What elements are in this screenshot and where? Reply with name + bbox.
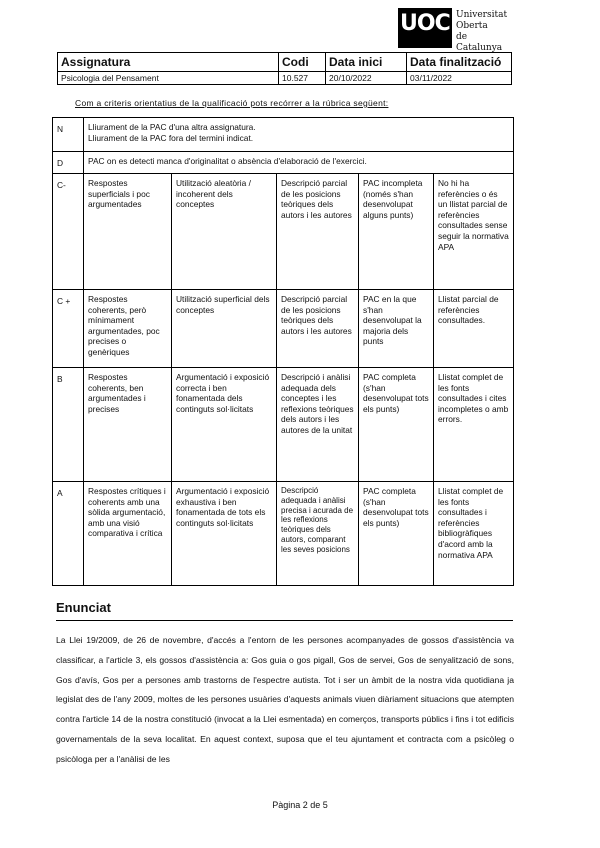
rubric-cell-authors: Descripció adequada i anàlisi precisa i acurada de les reflexions teòriques dels autors, comparant les seves posicions [277, 482, 359, 586]
rubric-cell-concepts: Utilització superficial dels conceptes [172, 290, 277, 368]
rubric-cell-references: Llistat complet de les fonts consultades i referències bibliogràfiques d'acord amb la normativa APA [434, 482, 514, 586]
value-subject: Psicologia del Pensament [58, 72, 279, 85]
header-code: Codi [279, 53, 326, 72]
uoc-logo-mark-text: UOC [400, 11, 450, 36]
section-heading: Enunciat [56, 600, 111, 615]
grade-label: A [53, 482, 84, 586]
uoc-logo-mark [398, 8, 452, 48]
course-info-table [57, 52, 512, 85]
header-end-date: Data finalització [407, 53, 512, 72]
uoc-logo [398, 8, 514, 53]
rubric-row-n [53, 118, 514, 152]
rubric-row-d [53, 152, 514, 174]
rubric-table [52, 117, 514, 586]
rubric-cell [84, 118, 514, 152]
rubric-line: Lliurament de la PAC d'una altra assignatura. [88, 122, 256, 132]
rubric-row-a [53, 482, 514, 586]
rubric-cell-answers: Respostes coherents, però mínimament argumentades, poc precises o genèriques [84, 290, 172, 368]
grade-label: D [53, 152, 84, 174]
rubric-cell-references: No hi ha referències o és un llistat parcial de referències consultades sense seguir la normativa APA [434, 174, 514, 290]
logo-line: Oberta [456, 21, 488, 31]
statement-paragraph: La Llei 19/2009, de 26 de novembre, d'accés a l'entorn de les persones acompanyades de gossos d'assistència va classificar, a l'article 3, els gossos d'assistència a: Gos guia o gos pigall, Gos de servei, Gos de senyalització de sons, Gos d'avís, Gos per a persones amb trastorns de l'espectre autista. Tot i ser un àmbit de la nostra vida quotidiana ja legislat des de l'any 2009, moltes de les persones usuàries d'aquests animals viuen diàriament situacions que atempten contra l'article 14 de la nostra constitució (invocat a la Llei esmentada) en comerços, transports públics i fins i tot edificis governamentals de la seva localitat. En aquest context, suposa que el teu ajuntament et contracta com a psicòleg o psicòloga per a l'anàlisi de les [56, 635, 514, 764]
rubric-row-c-plus [53, 290, 514, 368]
rubric-cell-concepts: Argumentació i exposició exhaustiva i ben fonamentada de tots els continguts sol·licitats [172, 482, 277, 586]
course-info-value-row [58, 72, 512, 85]
rubric-cell-answers: Respostes crítiques i coherents amb una sòlida argumentació, amb una visió comparativa i crítica [84, 482, 172, 586]
rubric-cell-answers: Respostes coherents, ben argumentades i precises [84, 368, 172, 482]
logo-line: de Catalunya [456, 32, 503, 53]
grade-label: C- [53, 174, 84, 290]
rubric-cell-answers: Respostes superficials i poc argumentades [84, 174, 172, 290]
rubric-cell-authors: Descripció i anàlisi adequada dels conceptes i les reflexions teòriques dels autors i les autores de la unitat [277, 368, 359, 482]
section-divider [56, 620, 513, 621]
rubric-cell-concepts: Utilització aleatòria / incoherent dels conceptes [172, 174, 277, 290]
rubric-cell-authors: Descripció parcial de les posicions teòriques dels autors i les autores [277, 174, 359, 290]
value-end-date: 03/11/2022 [407, 72, 512, 85]
rubric-row-c-minus [53, 174, 514, 290]
rubric-cell-references: Llistat parcial de referències consultades. [434, 290, 514, 368]
rubric-cell-references: Llistat complet de les fonts consultades i cites incompletes o amb errors. [434, 368, 514, 482]
header-subject: Assignatura [58, 53, 279, 72]
rubric-intro: Com a criteris orientatius de la qualificació pots recórrer a la rúbrica següent: [75, 98, 389, 108]
page-number: Pàgina 2 de 5 [272, 800, 328, 810]
rubric-cell-concepts: Argumentació i exposició correcta i ben fonamentada dels continguts sol·licitats [172, 368, 277, 482]
uoc-logo-text [456, 10, 514, 54]
rubric-cell-authors: Descripció parcial de les posicions teòriques dels autors i les autores [277, 290, 359, 368]
rubric-line: Lliurament de la PAC fora del termini indicat. [88, 132, 254, 143]
logo-line: Universitat [456, 10, 508, 20]
value-code: 10.527 [279, 72, 326, 85]
rubric-cell: PAC on es detecti manca d'originalitat o absència d'elaboració de l'exercici. [84, 152, 514, 174]
grade-label: N [53, 118, 84, 152]
course-info-header-row [58, 53, 512, 72]
rubric-cell-completeness: PAC completa (s'han desenvolupat tots els punts) [359, 368, 434, 482]
rubric-row-b [53, 368, 514, 482]
rubric-cell-completeness: PAC incompleta (només s'han desenvolupat alguns punts) [359, 174, 434, 290]
value-start-date: 20/10/2022 [326, 72, 407, 85]
rubric-cell-completeness: PAC completa (s'han desenvolupat tots els punts) [359, 482, 434, 586]
rubric-cell-completeness: PAC en la que s'han desenvolupat la majoria dels punts [359, 290, 434, 368]
grade-label: B [53, 368, 84, 482]
grade-label: C + [53, 290, 84, 368]
header-start-date: Data inici [326, 53, 407, 72]
